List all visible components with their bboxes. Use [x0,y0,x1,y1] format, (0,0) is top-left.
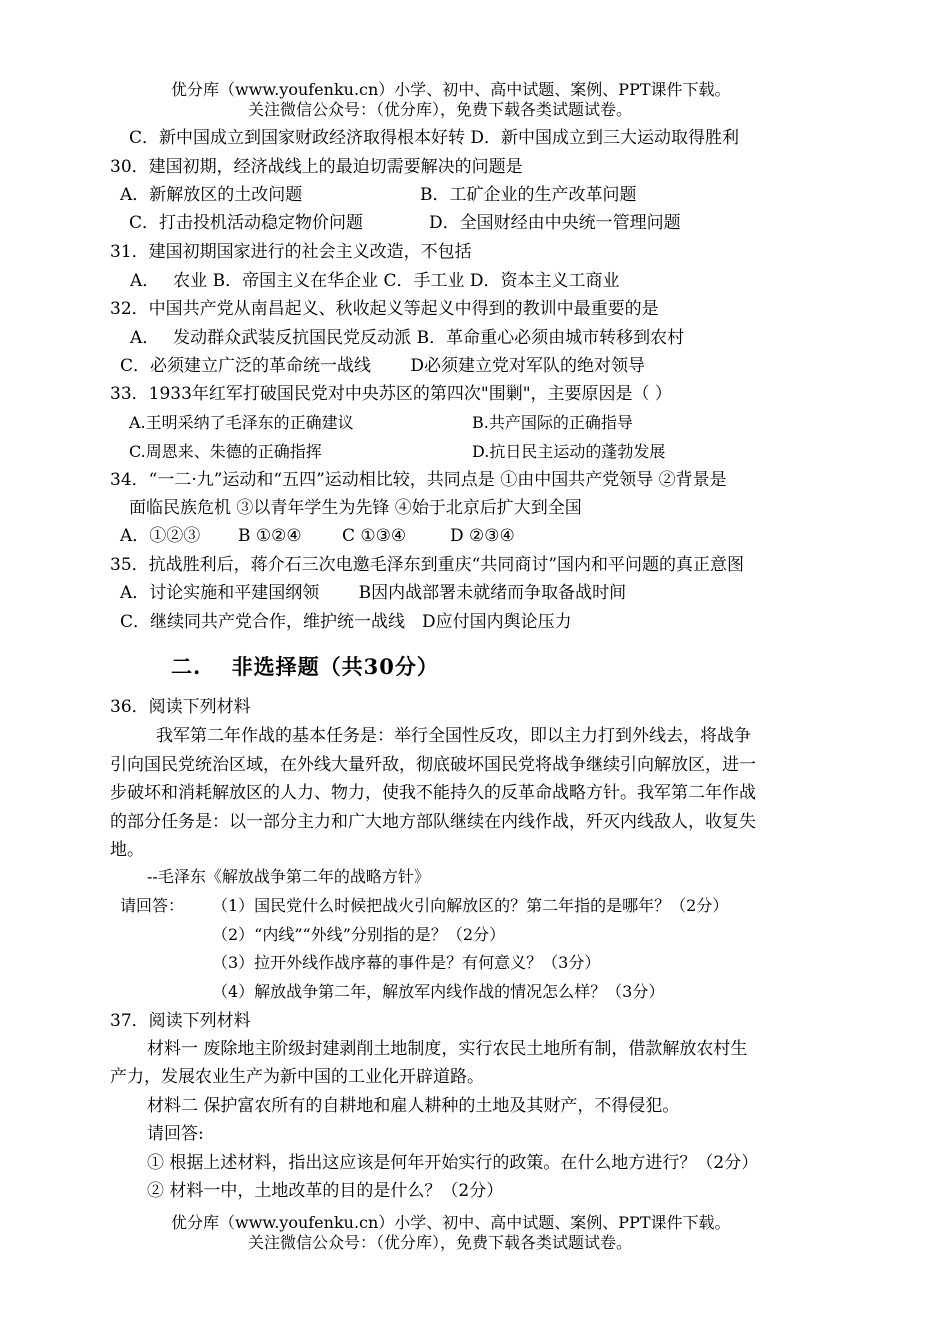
q37-material-1-line-1: 材料一 废除地主阶级封建剥削土地制度，实行农民土地所有制，借款解放农村生 [147,1039,748,1059]
q37-stem: 37．阅读下列材料 [110,1011,251,1031]
q35-options-ab: A．讨论实施和平建国纲领 B因内战部署未就绪而争取备战时间 [120,583,627,603]
q35-options-cd: C．继续同共产党合作，维护统一战线 D应付国内舆论压力 [120,612,572,632]
q30-stem: 30．建国初期，经济战线上的最迫切需要解决的问题是 [110,157,523,177]
q33-stem: 33．1933年红军打破国民党对中央苏区的第四次"围剿"，主要原因是（ ） [110,384,672,404]
q36-ask: 请回答： [120,896,185,915]
q33-option-c: C.周恩来、朱德的正确指挥 [129,442,322,461]
q37-ask: 请回答: [147,1124,204,1144]
q30-option-c: C．打击投机活动稳定物价问题 [129,213,364,233]
q31-stem: 31．建国初期国家进行的社会主义改造，不包括 [110,242,472,262]
q33-option-b: B.共产国际的正确指导 [472,413,633,432]
q30-option-a: A．新解放区的土改问题 [120,185,303,205]
header-line-2: 关注微信公众号：（优分库），免费下载各类试题试卷。 [248,100,633,119]
q36-source: --毛泽东《解放战争第二年的战略方针》 [147,867,430,886]
q33-option-d: D.抗日民主运动的蓬勃发展 [472,442,666,461]
q37-material-2: 材料二 保护富农所有的自耕地和雇人耕种的土地及其财产，不得侵犯。 [147,1096,680,1116]
q33-option-a: A.王明采纳了毛泽东的正确建议 [129,413,354,432]
q36-material-line-4: 的部分任务是：以一部分主力和广大地方部队继续在内线作战，歼灭内线敌人，收复失 [110,812,756,832]
q32-stem: 32．中国共产党从南昌起义、秋收起义等起义中得到的教训中最重要的是 [110,299,659,319]
header-line-1: 优分库（www.youfenku.cn）小学、初中、高中试题、案例、PPT课件下载。 [171,80,731,99]
footer-line-2: 关注微信公众号：（优分库），免费下载各类试题试卷。 [248,1233,633,1252]
footer-line-1: 优分库（www.youfenku.cn）小学、初中、高中试题、案例、PPT课件下载。 [171,1213,731,1232]
q36-material-line-3: 步破坏和消耗解放区的人力、物力，使我不能持久的反革命战略方针。我军第二年作战 [110,783,756,803]
q32-options-ab: A． 发动群众武装反抗国民党反动派 B．革命重心必须由城市转移到农村 [130,328,685,348]
q34-stem-line-2: 面临民族危机 ③以青年学生为先锋 ④始于北京后扩大到全国 [129,498,582,518]
q36-sub-2: （2）“内线”“外线”分别指的是？（2分） [212,925,506,944]
q37-material-1-line-2: 产力，发展农业生产为新中国的工业化开辟道路。 [110,1067,484,1087]
q35-stem: 35．抗战胜利后，蒋介石三次电邀毛泽东到重庆“共同商讨”国内和平问题的真正意图 [110,555,745,575]
q37-sub-1: ① 根据上述材料，指出这应该是何年开始实行的政策。在什么地方进行？（2分） [147,1153,759,1173]
q36-material-line-2: 引向国民党统治区域，在外线大量歼敌，彻底破坏国民党将战争继续引向解放区，进一 [110,755,756,775]
q36-sub-3: （3）拉开外线作战序幕的事件是？有何意义？（3分） [212,953,601,972]
q34-option-b: B ①②④ [238,526,302,546]
q36-sub-1: （1）国民党什么时候把战火引向解放区的？第二年指的是哪年？（2分） [212,896,729,915]
q34-option-c: C ①③④ [342,526,407,546]
q34-stem-line-1: 34．“一二·九”运动和“五四”运动相比较，共同点是 ①由中国共产党领导 ②背景是 [110,470,727,490]
q30-option-d: D．全国财经由中央统一管理问题 [429,213,681,233]
q34-option-a: A．①②③ [120,526,201,546]
section-title: 二. 非选择题（共30分） [171,654,439,679]
q29-options-cd: C．新中国成立到国家财政经济取得根本好转 D．新中国成立到三大运动取得胜利 [129,128,740,148]
q31-options: A． 农业 B．帝国主义在华企业 C．手工业 D．资本主义工商业 [130,271,620,291]
q36-material-line-5: 地。 [110,840,144,860]
q36-material-line-1: 我军第二年作战的基本任务是：举行全国性反攻，即以主力打到外线去，将战争 [156,726,751,746]
q36-stem: 36．阅读下列材料 [110,697,251,717]
q34-option-d: D ②③④ [450,526,515,546]
q32-options-cd: C．必须建立广泛的革命统一战线 D必须建立党对军队的绝对领导 [120,356,646,376]
q36-sub-4: （4）解放战争第二年，解放军内线作战的情况怎么样？（3分） [212,982,665,1001]
q30-option-b: B．工矿企业的生产改革问题 [420,185,637,205]
q37-sub-2: ② 材料一中，土地改革的目的是什么？（2分） [147,1181,504,1201]
